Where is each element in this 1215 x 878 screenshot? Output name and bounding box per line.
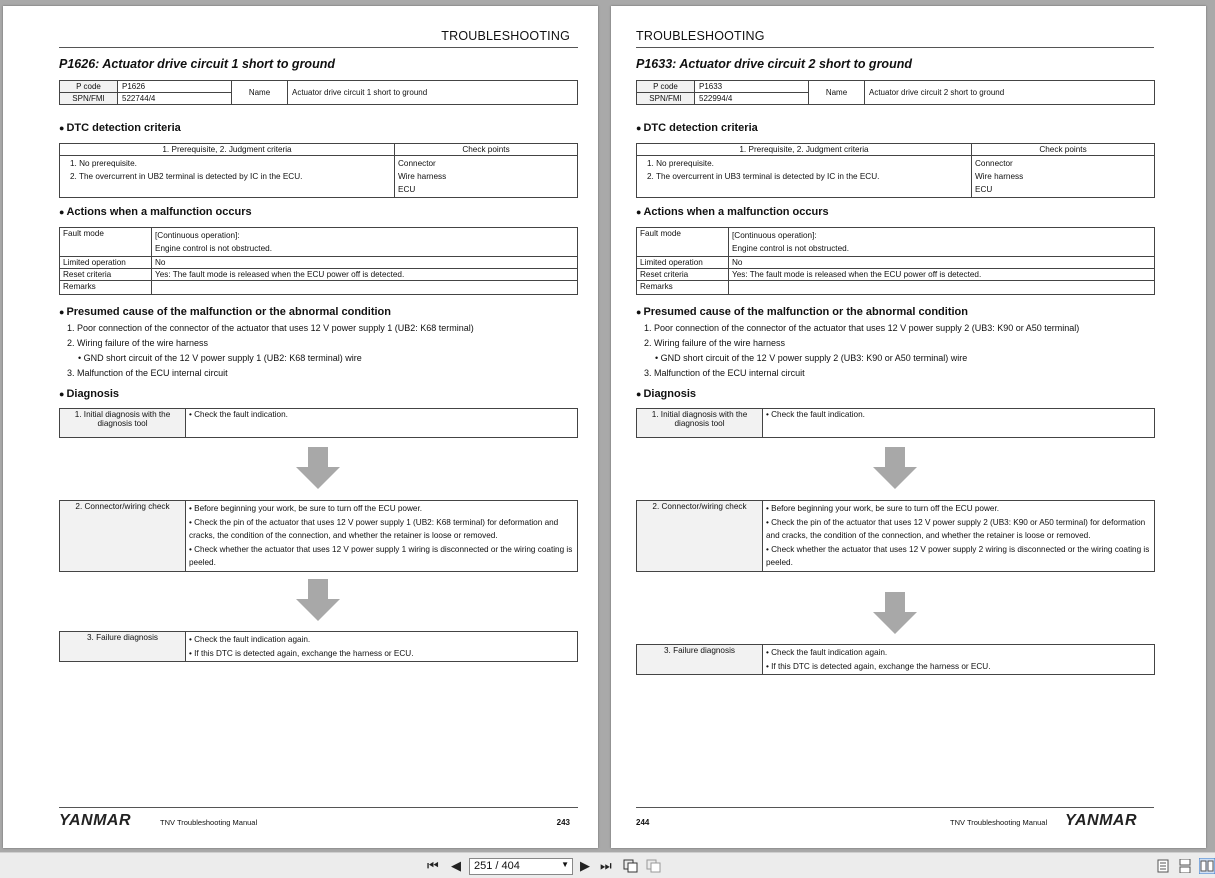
page-header: TROUBLESHOOTING (636, 29, 765, 43)
page-content (636, 80, 1155, 800)
cause-heading: ● Presumed cause of the malfunction or the abnormal condition (59, 306, 391, 318)
cause-list: 1. Poor connection of the connector of the actuator that uses 12 V power supply 2 (UB3: K90 or A50 terminal) 2. Wiring failure of the wire harness • GND short circuit of the 12 V power supply 2 (UB3: K90 or A50 terminal) wire 3. Malfunction of the ECU internal circuit (644, 323, 1080, 378)
page-number: 243 (556, 818, 570, 827)
manual-name: TNV Troubleshooting Manual (950, 818, 1048, 827)
actions-table: Fault mode [Continuous operation]: Engine control is not obstructed. Limited operation No Reset criteria Yes: The fault mode is released when the ECU power off is detected. Remarks (636, 227, 1155, 295)
diagnosis-heading: ● Diagnosis (636, 388, 696, 400)
last-page-icon[interactable]: ⏭ (600, 858, 612, 873)
yanmar-logo: YANMAR (1065, 812, 1138, 829)
code-table: P code P1626 Name Actuator drive circuit 1 short to ground SPN/FMI 522744/4 (59, 80, 578, 105)
copy-icon[interactable] (623, 859, 639, 873)
yanmar-logo: YANMAR (59, 812, 132, 829)
page-title: P1626: Actuator drive circuit 1 short to ground (59, 57, 335, 71)
page-content (59, 80, 578, 800)
dtc-table: 1. Prerequisite, 2. Judgment criteria Check points 1. No prerequisite. 2. The overcurrent in UB2 terminal is detected by IC in the ECU. Connector Wire harness ECU (59, 143, 578, 198)
next-page-icon[interactable]: ▶ (580, 858, 590, 873)
cause-heading: ● Presumed cause of the malfunction or the abnormal condition (636, 306, 968, 318)
page-number-select[interactable] (469, 858, 573, 875)
dtc-heading: ● DTC detection criteria (59, 122, 181, 134)
page-header: TROUBLESHOOTING (441, 29, 570, 43)
page-number: 244 (636, 818, 650, 827)
diag-step-1: 1. Initial diagnosis with the diagnosis tool • Check the fault indication. (636, 408, 1155, 438)
dtc-table: 1. Prerequisite, 2. Judgment criteria Check points 1. No prerequisite. 2. The overcurrent in UB3 terminal is detected by IC in the ECU. Connector Wire harness ECU (636, 143, 1155, 198)
prev-page-icon[interactable]: ◀ (451, 858, 461, 873)
page-244 (611, 6, 1206, 848)
diag-step-2: 2. Connector/wiring check • Before beginning your work, be sure to turn off the ECU power. • Check the pin of the actuator that uses 12 V power supply 1 (UB2: K68 terminal) for deformation and cracks, the condition of the connection, and whether the retainer is loose or removed. • Check whether the actuator that uses 12 V power supply 1 wiring is disconnected or the wiring coating is peeled. (59, 500, 578, 572)
footer-rule (636, 807, 1154, 808)
diag-step-3: 3. Failure diagnosis • Check the fault indication again. • If this DTC is detected again, exchange the harness or ECU. (59, 631, 578, 662)
diag-step-2: 2. Connector/wiring check • Before beginning your work, be sure to turn off the ECU power. • Check the pin of the actuator that uses 12 V power supply 2 (UB3: K90 or A50 terminal) for deformation and cracks, the condition of the connection, and whether the retainer is loose or removed. • Check whether the actuator that uses 12 V power supply 2 wiring is disconnected or the wiring coating is peeled. (636, 500, 1155, 572)
actions-table: Fault mode [Continuous operation]: Engine control is not obstructed. Limited operation No Reset criteria Yes: The fault mode is released when the ECU power off is detected. Remarks (59, 227, 578, 295)
footer-rule (59, 807, 578, 808)
header-rule (636, 47, 1154, 48)
down-arrow-icon (873, 447, 917, 489)
continuous-page-icon[interactable] (1179, 859, 1191, 873)
header-rule (59, 47, 578, 48)
two-page-icon[interactable] (1199, 858, 1215, 874)
viewer-toolbar (0, 852, 1215, 878)
down-arrow-icon (296, 447, 340, 489)
copy-outline-icon[interactable] (646, 859, 662, 873)
page-title: P1633: Actuator drive circuit 2 short to ground (636, 57, 912, 71)
manual-name: TNV Troubleshooting Manual (160, 818, 258, 827)
code-table: P code P1633 Name Actuator drive circuit 2 short to ground SPN/FMI 522994/4 (636, 80, 1155, 105)
page-display: 251 / 404 (474, 860, 520, 872)
first-page-icon[interactable]: ⏮ (427, 858, 439, 873)
diag-step-3: 3. Failure diagnosis • Check the fault indication again. • If this DTC is detected again, exchange the harness or ECU. (636, 644, 1155, 675)
down-arrow-icon (873, 592, 917, 634)
actions-heading: ● Actions when a malfunction occurs (636, 206, 829, 218)
diag-step-1: 1. Initial diagnosis with the diagnosis tool • Check the fault indication. (59, 408, 578, 438)
dtc-heading: ● DTC detection criteria (636, 122, 758, 134)
down-arrow-icon (296, 579, 340, 621)
cause-list: 1. Poor connection of the connector of the actuator that uses 12 V power supply 1 (UB2: K68 terminal) 2. Wiring failure of the wire harness • GND short circuit of the 12 V power supply 1 (UB2: K68 terminal) wire 3. Malfunction of the ECU internal circuit (67, 323, 474, 378)
actions-heading: ● Actions when a malfunction occurs (59, 206, 252, 218)
single-page-icon[interactable] (1157, 859, 1169, 873)
dropdown-icon[interactable]: ▼ (561, 860, 569, 869)
page-243 (3, 6, 598, 848)
diagnosis-heading: ● Diagnosis (59, 388, 119, 400)
